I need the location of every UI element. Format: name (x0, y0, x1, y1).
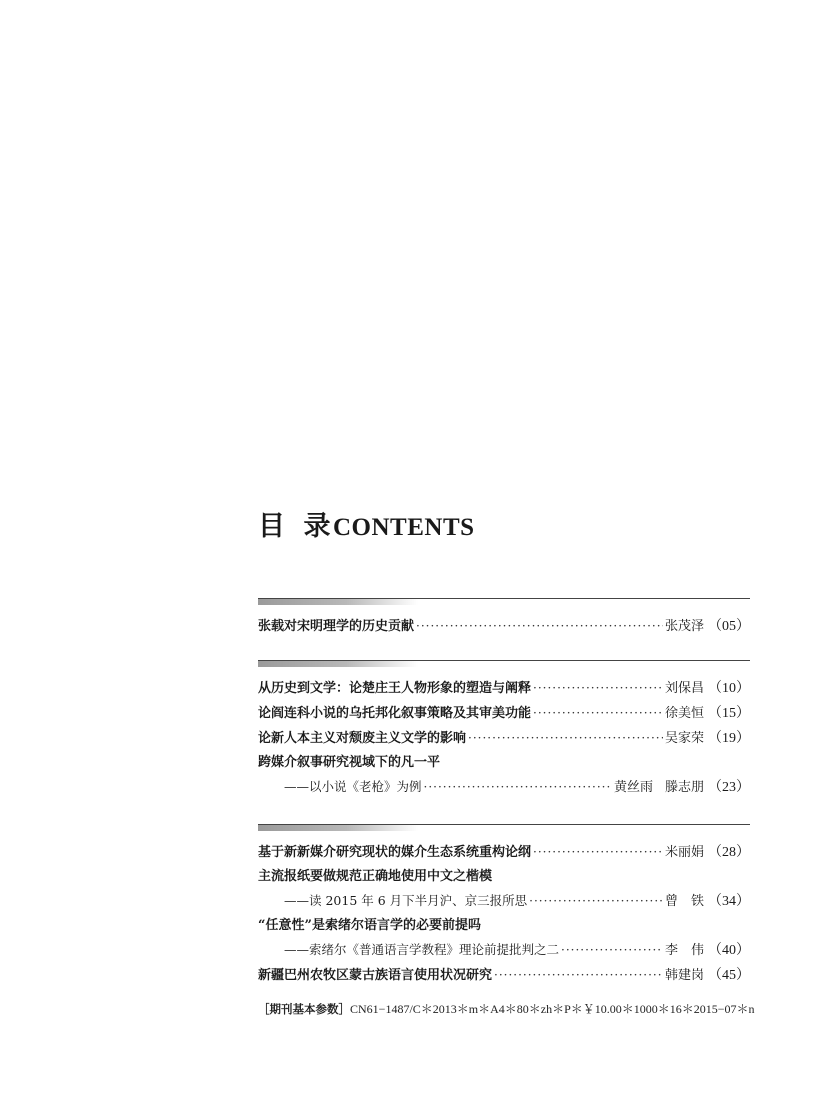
entry-author: 刘保昌 (664, 681, 704, 696)
section-divider (258, 824, 750, 832)
toc-section-3 (258, 824, 750, 988)
entry-subtitle: ——索绪尔《普通语言学教程》理论前提批判之二 (284, 942, 560, 957)
entry-author: 韩建岗 (664, 968, 704, 983)
toc-entry[interactable] (258, 865, 750, 889)
entry-subtitle: ——以小说《老枪》为例 (284, 779, 422, 794)
toc-entry[interactable] (258, 614, 750, 639)
toc-section-1 (258, 598, 750, 639)
toc-heading-zh-2: 录 (303, 511, 331, 542)
journal-parameters-codes: CN61−1487/C＊2013＊m＊A4＊80＊zh＊P＊￥10.00＊1000＊16＊2015−07＊n (350, 1002, 755, 1016)
entry-author: 曾 铁 (664, 894, 704, 909)
entry-page: （45） (708, 968, 750, 983)
entry-author: 米丽娟 (664, 845, 704, 860)
journal-parameters (258, 1000, 755, 1017)
toc-heading-en: CONTENTS (333, 514, 475, 541)
toc-entry-subtitle[interactable] (258, 889, 750, 914)
entry-author: 徐美恒 (664, 706, 704, 721)
entry-page: （40） (708, 943, 750, 958)
toc-entry[interactable] (258, 963, 750, 988)
toc-entry[interactable] (258, 751, 750, 775)
dot-leader (533, 676, 663, 700)
dot-leader (533, 840, 663, 864)
dot-leader (468, 726, 663, 750)
entry-author: 滕志朋 (664, 780, 704, 795)
dot-leader (494, 963, 663, 987)
dot-leader (416, 614, 663, 638)
dot-leader (424, 775, 612, 799)
toc-heading (258, 504, 475, 543)
dot-leader (561, 938, 663, 962)
entry-page: （23） (708, 780, 750, 795)
entry-page: （05） (708, 619, 750, 634)
toc-entry-subtitle[interactable] (258, 938, 750, 963)
entry-title: 跨媒介叙事研究视域下的凡一平 (258, 755, 441, 770)
entry-title: 张载对宋明理学的历史贡献 (258, 619, 415, 634)
entry-title: 基于新新媒介研究现状的媒介生态系统重构论纲 (258, 845, 532, 860)
toc-entry[interactable] (258, 840, 750, 865)
entry-page: （28） (708, 845, 750, 860)
dot-leader (529, 889, 663, 913)
toc-entry[interactable] (258, 701, 750, 726)
journal-parameters-label: ［期刊基本参数］ (258, 1002, 350, 1016)
entry-author: 黄丝雨 (613, 780, 653, 795)
toc-entry[interactable] (258, 726, 750, 751)
entry-title: “任意性”是索绪尔语言学的必要前提吗 (258, 918, 481, 933)
entry-author: 张茂泽 (664, 619, 704, 634)
entry-page: （10） (708, 681, 750, 696)
toc-section-2 (258, 660, 750, 800)
entry-title: 主流报纸要做规范正确地使用中文之楷模 (258, 869, 493, 884)
section-divider (258, 598, 750, 606)
entry-page: （15） (708, 706, 750, 721)
toc-heading-zh-1: 目 (258, 511, 286, 542)
entry-title: 从历史到文学：论楚庄王人物形象的塑造与阐释 (258, 681, 532, 696)
entry-title: 新疆巴州农牧区蒙古族语言使用状况研究 (258, 968, 493, 983)
toc-entry[interactable] (258, 676, 750, 701)
toc-entry-subtitle[interactable] (258, 775, 750, 800)
entry-author: 李 伟 (664, 943, 704, 958)
section-divider (258, 660, 750, 668)
entry-author: 吴家荣 (664, 731, 704, 746)
entry-title: 论新人本主义对颓废主义文学的影响 (258, 731, 467, 746)
entry-page: （19） (708, 731, 750, 746)
entry-subtitle: ——读 2015 年 6 月下半月沪、京三报所思 (284, 893, 528, 908)
entry-title: 论阎连科小说的乌托邦化叙事策略及其审美功能 (258, 706, 532, 721)
dot-leader (533, 701, 663, 725)
entry-authors (614, 776, 704, 800)
entry-page: （34） (708, 894, 750, 909)
toc-entry[interactable] (258, 914, 750, 938)
